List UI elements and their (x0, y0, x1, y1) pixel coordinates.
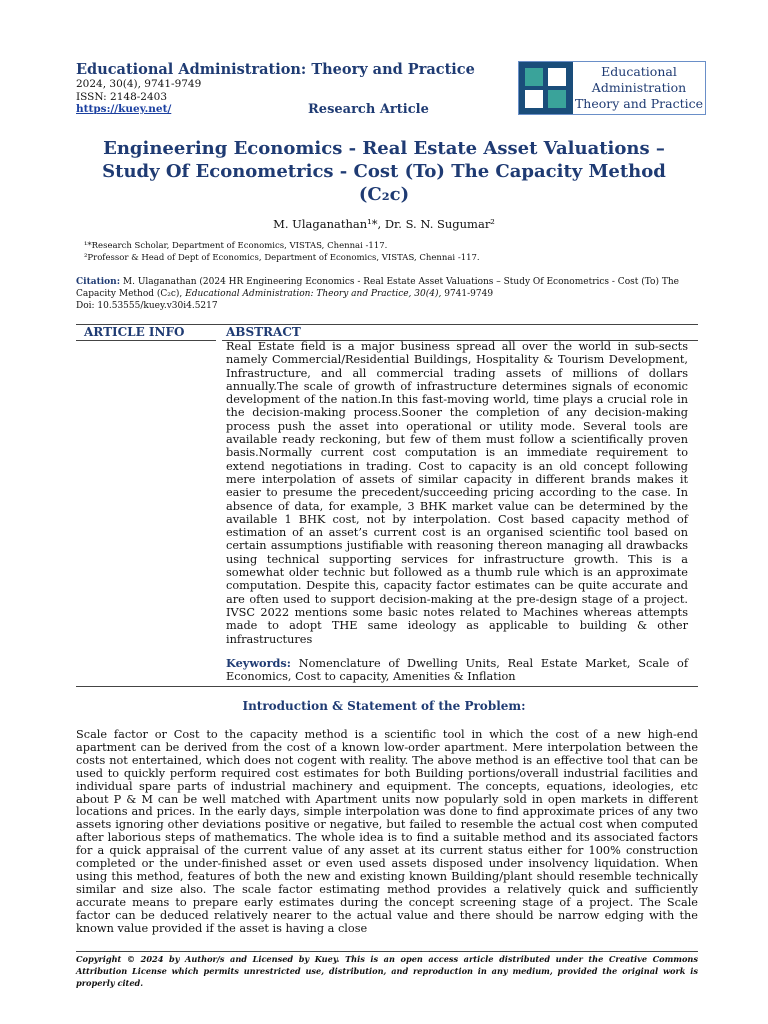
title-line: Study Of Econometrics - Cost (To) The Capacity Method (102, 161, 666, 182)
table-bottom-rule (76, 686, 698, 687)
intro-heading: Introduction & Statement of the Problem: (242, 699, 526, 713)
info-col-rule (76, 340, 216, 341)
logo-text-line2: Administration (591, 80, 687, 95)
abstract-text: Real Estate field is a major business spread all over the world in sub-sects namely Commercial/Residential Buildings, Hospitality & Tourism Development, Infrastructure, and all commercial trading assets of millions of dollars annually.The scale of growth of infrastructure determines signals of economic development of the nation.In this fast-moving world, time plays a crucial role in the decision-making process.Sooner the completion of any decision-making process push the asset into operational or utility mode. Several tools are available ready reckoning, but few of them must follow a scientifically proven basis.Normally current cost computation is an immediate requirement to extend negotiations in trading. Cost to capacity is an old concept following mere interpolation of assets of similar capacity in different brands makes it easier to presume the precedent/succeeding pricing according to the case. In absence of data, for example, 3 BHK market value can be determined by the available 1 BHK cost, not by interpolation. Cost based capacity method of estimation of an asset’s current cost is an organised scientific tool based on certain assumptions justifiable with reasoning thereon managing all drawbacks using technical supporting services for infrastructure growth. This is a somewhat older technic but followed as a thumb rule which is an approximate computation. Despite this, capacity factor estimates can be quite accurate and are often used to support decision-making at the pre-design stage of a project. IVSC 2022 mentions some basic notes related to Machines whereas attempts made to adopt THE same ideology as applicable to building & other infrastructures (226, 340, 688, 646)
article-info-heading: ARTICLE INFO (84, 325, 185, 339)
logo-text-line3: Theory and Practice (574, 96, 704, 111)
citation-block (76, 276, 698, 312)
logo-text-line1: Educational (601, 64, 677, 79)
affiliation-1: ¹*Research Scholar, Department of Economics, VISTAS, Chennai -117. (84, 241, 388, 251)
volume-line: 2024, 30(4), 9741-9749 (76, 78, 202, 90)
issn: ISSN: 2148-2403 (76, 90, 168, 103)
keywords (226, 657, 688, 684)
journal-link[interactable]: https://kuey.net/ (76, 103, 172, 115)
affiliation-2: ²Professor & Head of Dept of Economics, Department of Economics, VISTAS, Chennai -117. (84, 253, 480, 263)
title-line: (C₂c) (358, 184, 410, 205)
abstract-heading: ABSTRACT (226, 325, 301, 339)
logo-mark-icon (519, 62, 573, 114)
keywords-label: Keywords: (226, 656, 291, 670)
authors: M. Ulaganathan¹*, Dr. S. N. Sugumar² (273, 217, 495, 231)
journal-logo (518, 61, 706, 115)
citation-text: M. Ulaganathan (2024 HR Engineering Economics - Real Estate Asset Valuations – Study Of Econometrics - Cost (To) The Capacity Method (C₂c), (76, 277, 679, 299)
paper-title (80, 137, 688, 206)
journal-header (76, 61, 506, 116)
article-type-label: Research Article (308, 102, 429, 117)
citation-doi: Doi: 10.53555/kuey.v30i4.5217 (76, 301, 218, 311)
citation-label: Citation: (76, 277, 121, 287)
citation-journal: Educational Administration: Theory and Practice, 30(4), (185, 289, 442, 299)
keywords-text: Nomenclature of Dwelling Units, Real Estate Market, Scale of Economics, Cost to capacity, Amenities & Inflation (226, 657, 689, 684)
copyright-notice: Copyright © 2024 by Author/s and Licensed by Kuey. This is an open access article distributed under the Creative Commons Attribution License which permits unrestricted use, distribution, and reproduction in any medium, provided the original work is properly cited. (76, 951, 698, 989)
citation-pages: 9741-9749 (444, 289, 494, 299)
journal-name: Educational Administration: Theory and Practice (76, 61, 475, 78)
title-line: Engineering Economics - Real Estate Asset Valuations – (103, 138, 665, 159)
intro-text: Scale factor or Cost to the capacity method is a scientific tool in which the cost of a new high-end apartment can be derived from the cost of a known low-order apartment. Mere interpolation between the costs not entertained, which does not cogent with reality. The above method is an effective tool that can be used to quickly perform required cost estimates for both Building portions/overall industrial facilities and individual spare parts of industrial machinery and equipment. The concepts, equations, ideologies, etc about P & M can be well matched with Apartment units now popularly sold in open markets in different locations and prices. In the early days, simple interpolation was done to find approximate prices of any two assets ignoring other deviations positive or negative, but failed to resemble the actual cost when computed after laborious steps of mathematics. The whole idea is to find a suitable method and its associated factors for a quick appraisal of the current value of any asset at its current status either for 100% construction completed or the under-finished asset or even used assets disposed under insolvency liquidation. When using this method, features of both the new and existing known Building/plant should resemble technically similar and size also. The scale factor estimating method provides a relatively quick and sufficiently accurate means to prepare early estimates during the concept screening stage of a project. The Scale factor can be deduced relatively nearer to the actual value and there should be narrow edging with the known value provided if the asset is having a close (76, 728, 698, 935)
